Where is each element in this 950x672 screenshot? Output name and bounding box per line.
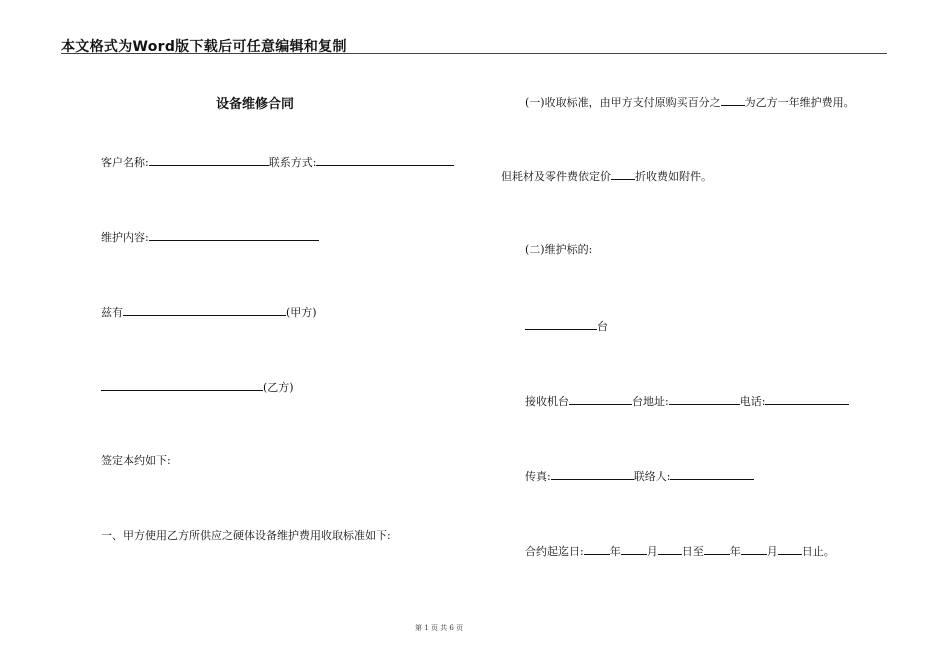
party-b-line bbox=[101, 379, 294, 395]
customer-name-label: 客户名称: bbox=[101, 156, 149, 169]
phone-label: 电话: bbox=[739, 395, 766, 408]
fax-label: 传真: bbox=[525, 470, 551, 483]
agreement-intro: 签定本约如下: bbox=[101, 454, 171, 467]
machine-blank bbox=[569, 393, 632, 405]
start-day-blank bbox=[658, 543, 682, 555]
period-label: 合约起迄日: bbox=[525, 545, 584, 558]
contact-blank bbox=[316, 154, 454, 166]
unit-count-blank bbox=[525, 318, 597, 330]
start-month-blank bbox=[621, 543, 647, 555]
maintenance-target-heading: (二)维护标的: bbox=[525, 243, 593, 256]
address-blank bbox=[669, 393, 740, 405]
party-b-blank bbox=[101, 379, 263, 391]
party-a-label: (甲方) bbox=[286, 306, 317, 319]
parts-fee-line bbox=[501, 168, 712, 184]
fee-standard-line bbox=[525, 94, 855, 110]
fax-blank bbox=[551, 468, 634, 480]
address-label: 台地址: bbox=[632, 395, 669, 408]
fee-standard-text: (一)收取标准，由甲方支付原购买百分之 bbox=[525, 96, 721, 109]
party-b-label: (乙方) bbox=[263, 381, 294, 394]
page-header: 本文格式为Word版下载后可任意编辑和复制 bbox=[61, 39, 347, 55]
fee-standard-tail: 为乙方一年维护费用。 bbox=[744, 96, 855, 109]
unit-label: 台 bbox=[597, 320, 608, 333]
start-month-label: 月 bbox=[646, 545, 658, 558]
machine-info-line bbox=[525, 393, 849, 409]
end-month-blank bbox=[741, 543, 767, 555]
parts-discount-blank bbox=[611, 168, 635, 180]
party-a-line bbox=[101, 304, 317, 320]
hereby-label: 兹有 bbox=[101, 306, 123, 319]
phone-blank bbox=[765, 393, 849, 405]
contact-person-label: 联络人: bbox=[633, 470, 671, 483]
machine-label: 接收机台 bbox=[525, 395, 569, 408]
page-number-footer: 第 1 页 共 6 页 bbox=[415, 624, 464, 632]
contact-label: 联系方式: bbox=[268, 156, 317, 169]
contact-person-blank bbox=[670, 468, 754, 480]
end-month-label: 月 bbox=[766, 545, 778, 558]
customer-line bbox=[101, 154, 454, 170]
maintenance-content-line bbox=[101, 229, 319, 245]
contract-period-line bbox=[525, 543, 835, 559]
document-title: 设备维修合同 bbox=[216, 97, 295, 112]
fee-percent-blank bbox=[721, 94, 745, 106]
start-year-blank bbox=[584, 543, 610, 555]
end-day-blank bbox=[778, 543, 802, 555]
day-to-label: 日至 bbox=[681, 545, 704, 558]
party-a-blank bbox=[123, 304, 286, 316]
unit-count-line bbox=[525, 318, 608, 334]
start-year-label: 年 bbox=[609, 545, 621, 558]
clause-one: 一、甲方使用乙方所供应之硬体设备维护费用收取标准如下: bbox=[101, 529, 391, 542]
header-divider bbox=[61, 53, 887, 54]
parts-fee-text: 但耗材及零件费依定价 bbox=[501, 170, 611, 183]
end-year-blank bbox=[704, 543, 730, 555]
day-end-label: 日止。 bbox=[801, 545, 835, 558]
end-year-label: 年 bbox=[729, 545, 741, 558]
maintenance-content-label: 维护内容: bbox=[101, 231, 149, 244]
maintenance-content-blank bbox=[149, 229, 319, 241]
parts-fee-tail: 折收费如附件。 bbox=[635, 170, 712, 183]
fax-contact-line bbox=[525, 468, 754, 484]
customer-name-blank bbox=[149, 154, 269, 166]
